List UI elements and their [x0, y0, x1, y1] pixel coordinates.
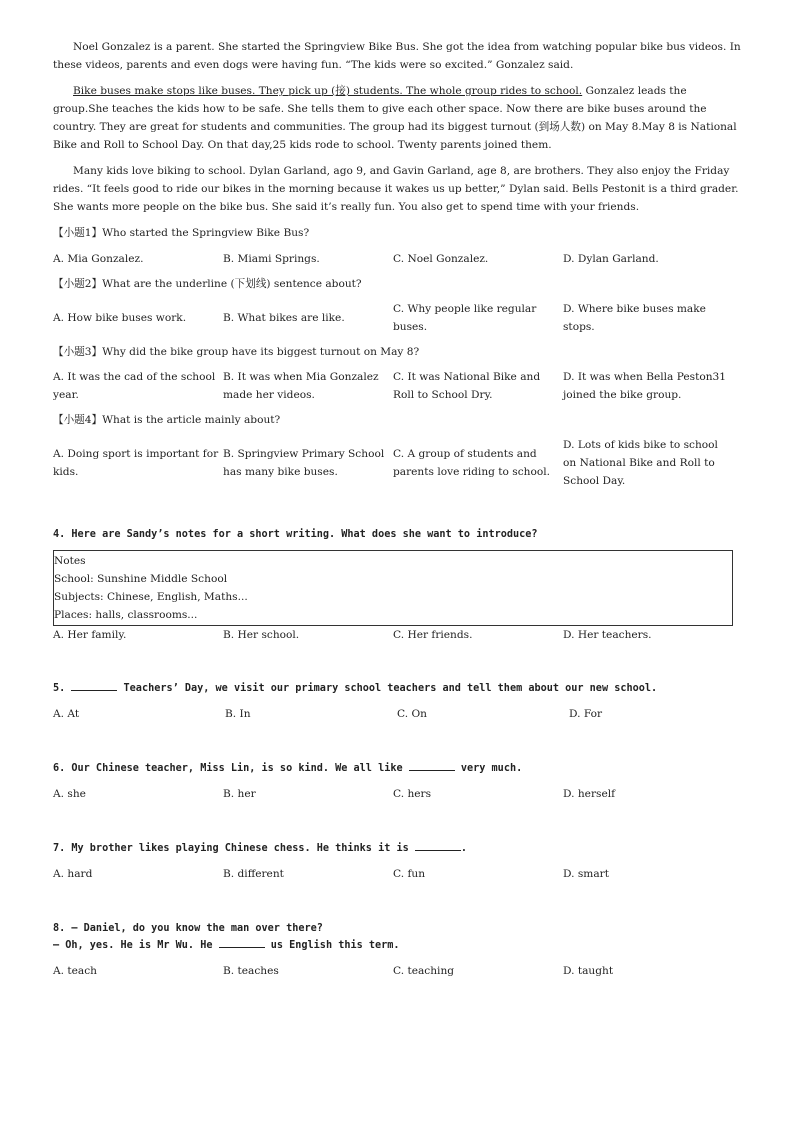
- option-d[interactable]: D. Her teachers.: [563, 629, 652, 641]
- option-b[interactable]: B. different: [223, 868, 284, 880]
- question-6-options: [53, 785, 743, 803]
- passage-paragraph-2: [53, 82, 743, 154]
- option-c[interactable]: C. Noel Gonzalez.: [393, 253, 489, 265]
- underlined-sentence: Bike buses make stops like buses. They pick up (接) students. The whole group rides to school.: [73, 85, 583, 97]
- option-b[interactable]: B. In: [225, 708, 251, 720]
- answer-blank[interactable]: [71, 680, 117, 691]
- notes-box: [53, 550, 733, 626]
- option-a[interactable]: A. At: [53, 708, 80, 720]
- option-b[interactable]: B. What bikes are like.: [223, 312, 345, 324]
- stem-text: us English this term.: [264, 940, 400, 951]
- subquestion-2-stem: 【小题2】What are the underline (下划线) sentence about?: [53, 278, 362, 290]
- subquestion-1-stem: 【小题1】Who started the Springview Bike Bus?: [53, 227, 310, 239]
- subquestion-3-stem: 【小题3】Why did the bike group have its biggest turnout on May 8?: [53, 346, 420, 358]
- subquestion-3-options: [53, 368, 743, 404]
- worksheet-page: [53, 38, 743, 980]
- option-b[interactable]: B. teaches: [223, 965, 279, 977]
- option-d[interactable]: D. For: [569, 708, 603, 720]
- option-a[interactable]: A. hard: [53, 868, 93, 880]
- option-b[interactable]: B. Springview Primary School has many bike buses.: [223, 448, 385, 478]
- passage-paragraph-3: Many kids love biking to school. Dylan Garland, ago 9, and Gavin Garland, age 8, are brothers. They also enjoy the Friday rides. “It feels good to ride our bikes in the morning because it wakes us up better,” Dylan said. Bells Pestonit is a third grader. She wants more people on the bike bus. She said it’s really fun. You also get to spend time with your friends.: [53, 165, 739, 213]
- stem-text: 6. Our Chinese teacher, Miss Lin, is so kind. We all like: [53, 763, 409, 774]
- stem-text: .: [460, 843, 468, 854]
- question-7-options: [53, 865, 743, 883]
- question-7-stem: [53, 840, 743, 857]
- question-5-stem: [53, 680, 743, 697]
- stem-text: 7. My brother likes playing Chinese chess. He thinks it is: [53, 843, 415, 854]
- question-8-options: [53, 962, 743, 980]
- paragraph-2-rest: Gonzalez leads the group.She teaches the kids how to be safe. She tells them to give each other space. Now there are bike buses around the country. They are great for students and communities. The group had its biggest turnout (到场人数) on May 8.May 8 is National Bike and Roll to School Day. On that day,25 kids rode to school. Twenty parents joined them.: [53, 85, 737, 151]
- option-b[interactable]: B. Miami Springs.: [223, 253, 320, 265]
- option-a[interactable]: A. Doing sport is important for kids.: [53, 448, 219, 478]
- question-6-stem: [53, 760, 743, 777]
- option-d[interactable]: D. Dylan Garland.: [563, 253, 659, 265]
- option-c[interactable]: C. teaching: [393, 965, 455, 977]
- option-c[interactable]: C. fun: [393, 868, 426, 880]
- notes-line-subjects: Subjects: Chinese, English, Maths...: [54, 591, 248, 603]
- notes-line-school: School: Sunshine Middle School: [54, 573, 228, 585]
- stem-text: very much.: [454, 763, 523, 774]
- option-a[interactable]: A. Her family.: [53, 629, 127, 641]
- stem-text: — Oh, yes. He is Mr Wu. He: [53, 940, 219, 951]
- option-c[interactable]: C. hers: [393, 788, 432, 800]
- subquestion-4-stem: 【小题4】What is the article mainly about?: [53, 414, 281, 426]
- question-4-stem: 4. Here are Sandy’s notes for a short writing. What does she want to introduce?: [53, 529, 538, 540]
- option-c[interactable]: C. On: [397, 708, 427, 720]
- subquestion-4-options: [53, 436, 743, 490]
- option-a[interactable]: A. she: [53, 788, 86, 800]
- question-8-line-2: [53, 937, 743, 954]
- option-b[interactable]: B. It was when Mia Gonzalez made her videos.: [223, 371, 379, 401]
- option-c[interactable]: C. Why people like regular buses.: [393, 303, 537, 333]
- option-b[interactable]: B. Her school.: [223, 629, 300, 641]
- stem-text: 5.: [53, 683, 72, 694]
- question-4-options: [53, 626, 743, 644]
- option-d[interactable]: D. Lots of kids bike to school on National Bike and Roll to School Day.: [563, 439, 718, 487]
- option-c[interactable]: C. A group of students and parents love riding to school.: [393, 448, 551, 478]
- subquestion-1-options: [53, 250, 743, 268]
- option-d[interactable]: D. It was when Bella Peston31 joined the bike group.: [563, 371, 727, 401]
- answer-blank[interactable]: [409, 760, 455, 771]
- question-5-options: [53, 705, 743, 723]
- option-d[interactable]: D. taught: [563, 965, 614, 977]
- option-d[interactable]: D. herself: [563, 788, 616, 800]
- option-a[interactable]: A. It was the cad of the school year.: [53, 371, 216, 401]
- notes-line-title: Notes: [54, 555, 86, 567]
- option-d[interactable]: D. smart: [563, 868, 609, 880]
- stem-text: Teachers’ Day, we visit our primary school teachers and tell them about our new school.: [117, 683, 658, 694]
- option-a[interactable]: A. How bike buses work.: [53, 312, 187, 324]
- notes-line-places: Places: halls, classrooms...: [54, 609, 198, 621]
- option-c[interactable]: C. It was National Bike and Roll to School Dry.: [393, 371, 541, 401]
- option-a[interactable]: A. Mia Gonzalez.: [53, 253, 144, 265]
- question-8-line-1: 8. — Daniel, do you know the man over there?: [53, 923, 323, 934]
- option-d[interactable]: D. Where bike buses make stops.: [563, 303, 706, 333]
- option-c[interactable]: C. Her friends.: [393, 629, 473, 641]
- passage-paragraph-1: Noel Gonzalez is a parent. She started the Springview Bike Bus. She got the idea from watching popular bike bus videos. In these videos, parents and even dogs were having fun. “The kids were so excited.” Gonzalez said.: [53, 41, 741, 71]
- answer-blank[interactable]: [219, 937, 265, 948]
- option-b[interactable]: B. her: [223, 788, 256, 800]
- answer-blank[interactable]: [415, 840, 461, 851]
- option-a[interactable]: A. teach: [53, 965, 97, 977]
- subquestion-2-options: [53, 300, 743, 336]
